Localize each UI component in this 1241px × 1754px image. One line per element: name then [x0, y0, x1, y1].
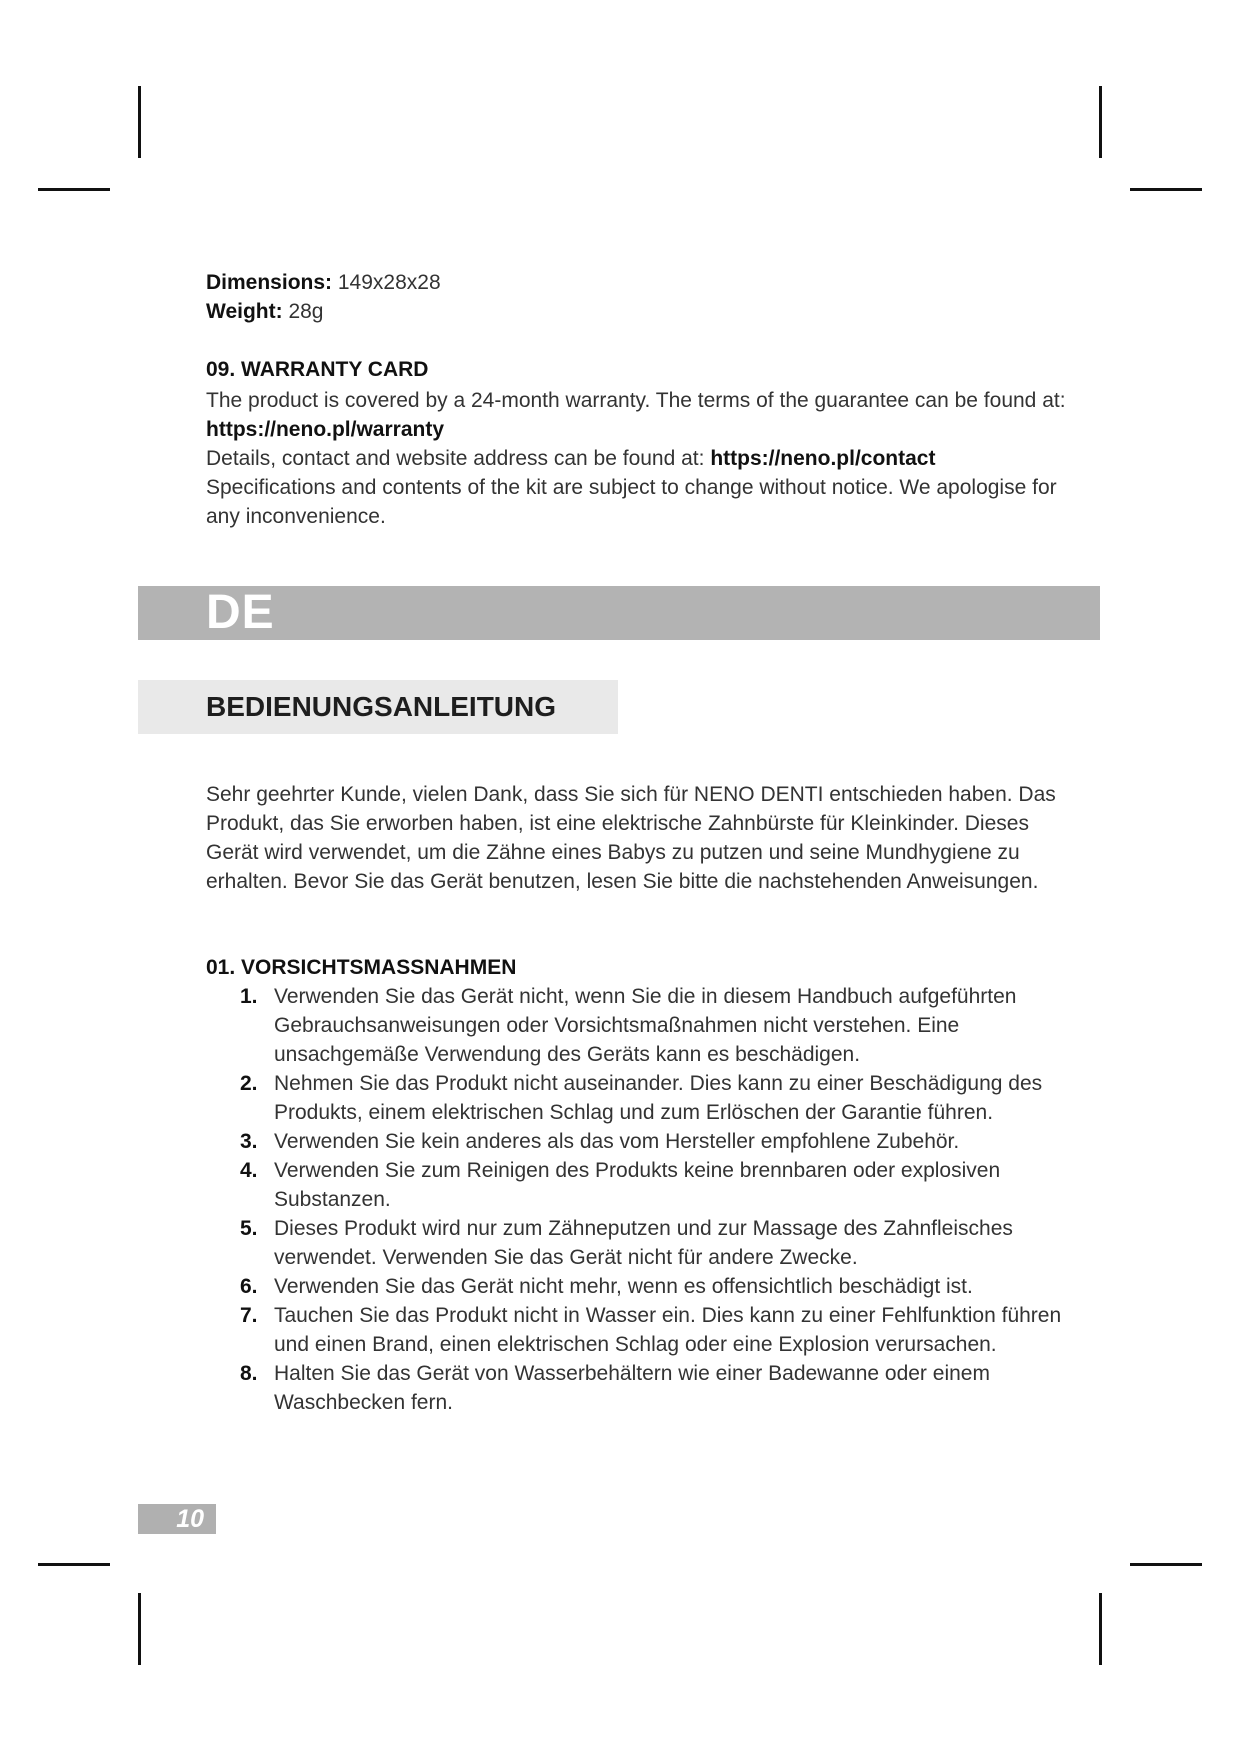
crop-mark-top-right-horizontal [1130, 188, 1202, 191]
precautions-section [206, 953, 1086, 1417]
change-notice: Specifications and contents of the kit are subject to change without notice. We apologise for any inconvenience. [206, 476, 1057, 528]
weight-line [206, 297, 441, 326]
crop-mark-top-left-horizontal [38, 188, 110, 191]
dimensions-line [206, 268, 441, 297]
precautions-list [206, 982, 1086, 1417]
warranty-terms [206, 386, 1066, 444]
language-code: DE [206, 586, 275, 639]
crop-mark-top-right-vertical [1099, 86, 1102, 158]
warranty-section [206, 355, 1066, 531]
crop-mark-top-left-vertical [138, 86, 141, 158]
dimensions-value: 149x28x28 [337, 271, 441, 294]
dimensions-label: Dimensions: [206, 271, 333, 294]
list-item [206, 1272, 1086, 1301]
list-item-text: Tauchen Sie das Produkt nicht in Wasser ein. Dies kann zu einer Fehlfunktion führen und einen Brand, einen elektrischen Schlag oder eine Explosion verursachen. [274, 1304, 1062, 1356]
list-item-text: Nehmen Sie das Produkt nicht auseinander. Dies kann zu einer Beschädigung des Produkts, einem elektrischen Schlag und zum Erlöschen der Garantie führen. [274, 1072, 1043, 1124]
list-item [206, 1214, 1086, 1272]
list-item-number: 8. [240, 1362, 258, 1385]
list-item-text: Verwenden Sie das Gerät nicht, wenn Sie die in diesem Handbuch aufgeführten Gebrauchsanweisungen oder Vorsichtsmaßnahmen nicht verstehen. Eine unsachgemäße Verwendung des Geräts kann es beschädigen. [274, 985, 1017, 1066]
contact-link[interactable]: https://neno.pl/contact [710, 447, 936, 470]
list-item-text: Verwenden Sie das Gerät nicht mehr, wenn es offensichtlich beschädigt ist. [274, 1275, 973, 1298]
list-item-text: Halten Sie das Gerät von Wasserbehältern wie einer Badewanne oder einem Waschbecken fern. [274, 1362, 990, 1414]
intro-paragraph: Sehr geehrter Kunde, vielen Dank, dass Sie sich für NENO DENTI entschieden haben. Das Produkt, das Sie erworben haben, ist eine elektrische Zahnbürste für Kleinkinder. Dieses Gerät wird verwendet, um die Zähne eines Babys zu putzen und seine Mundhygiene zu erhalten. Bevor Sie das Gerät benutzen, lesen Sie bitte die nachstehenden Anweisungen. [206, 783, 1056, 893]
list-item-text: Verwenden Sie kein anderes als das vom Hersteller empfohlene Zubehör. [274, 1130, 960, 1153]
page-number: 10 [176, 1505, 204, 1533]
list-item [206, 1127, 1086, 1156]
warranty-terms-text: The product is covered by a 24-month warranty. The terms of the guarantee can be found at: [206, 389, 1066, 412]
warranty-heading: 09. WARRANTY CARD [206, 358, 429, 381]
contact-info [206, 444, 1066, 473]
specs-block [206, 268, 441, 326]
weight-label: Weight: [206, 300, 283, 323]
crop-mark-bottom-left-vertical [138, 1593, 141, 1665]
crop-mark-bottom-right-horizontal [1130, 1563, 1202, 1566]
list-item-text: Verwenden Sie zum Reinigen des Produkts keine brennbaren oder explosiven Substanzen. [274, 1159, 1001, 1211]
list-item-number: 6. [240, 1275, 258, 1298]
list-item [206, 1069, 1086, 1127]
precautions-heading: 01. VORSICHTSMASSNAHMEN [206, 956, 517, 979]
language-bar [138, 586, 1100, 640]
list-item [206, 1301, 1086, 1359]
list-item-number: 5. [240, 1217, 258, 1240]
list-item [206, 1156, 1086, 1214]
list-item [206, 982, 1086, 1069]
manual-title: BEDIENUNGSANLEITUNG [206, 691, 557, 722]
list-item-number: 3. [240, 1130, 258, 1153]
crop-mark-bottom-left-horizontal [38, 1563, 110, 1566]
crop-mark-bottom-right-vertical [1099, 1593, 1102, 1665]
list-item [206, 1359, 1086, 1417]
contact-text: Details, contact and website address can be found at: [206, 447, 711, 470]
list-item-text: Dieses Produkt wird nur zum Zähneputzen und zur Massage des Zahnfleisches verwendet. Verwenden Sie das Gerät nicht für andere Zwecke. [274, 1217, 1013, 1269]
manual-title-bar [138, 680, 618, 734]
list-item-number: 1. [240, 985, 258, 1008]
list-item-number: 2. [240, 1072, 258, 1095]
weight-value: 28g [288, 300, 324, 323]
list-item-number: 4. [240, 1159, 258, 1182]
list-item-number: 7. [240, 1304, 258, 1327]
warranty-link[interactable]: https://neno.pl/warranty [206, 418, 445, 441]
page-number-box [138, 1504, 216, 1534]
